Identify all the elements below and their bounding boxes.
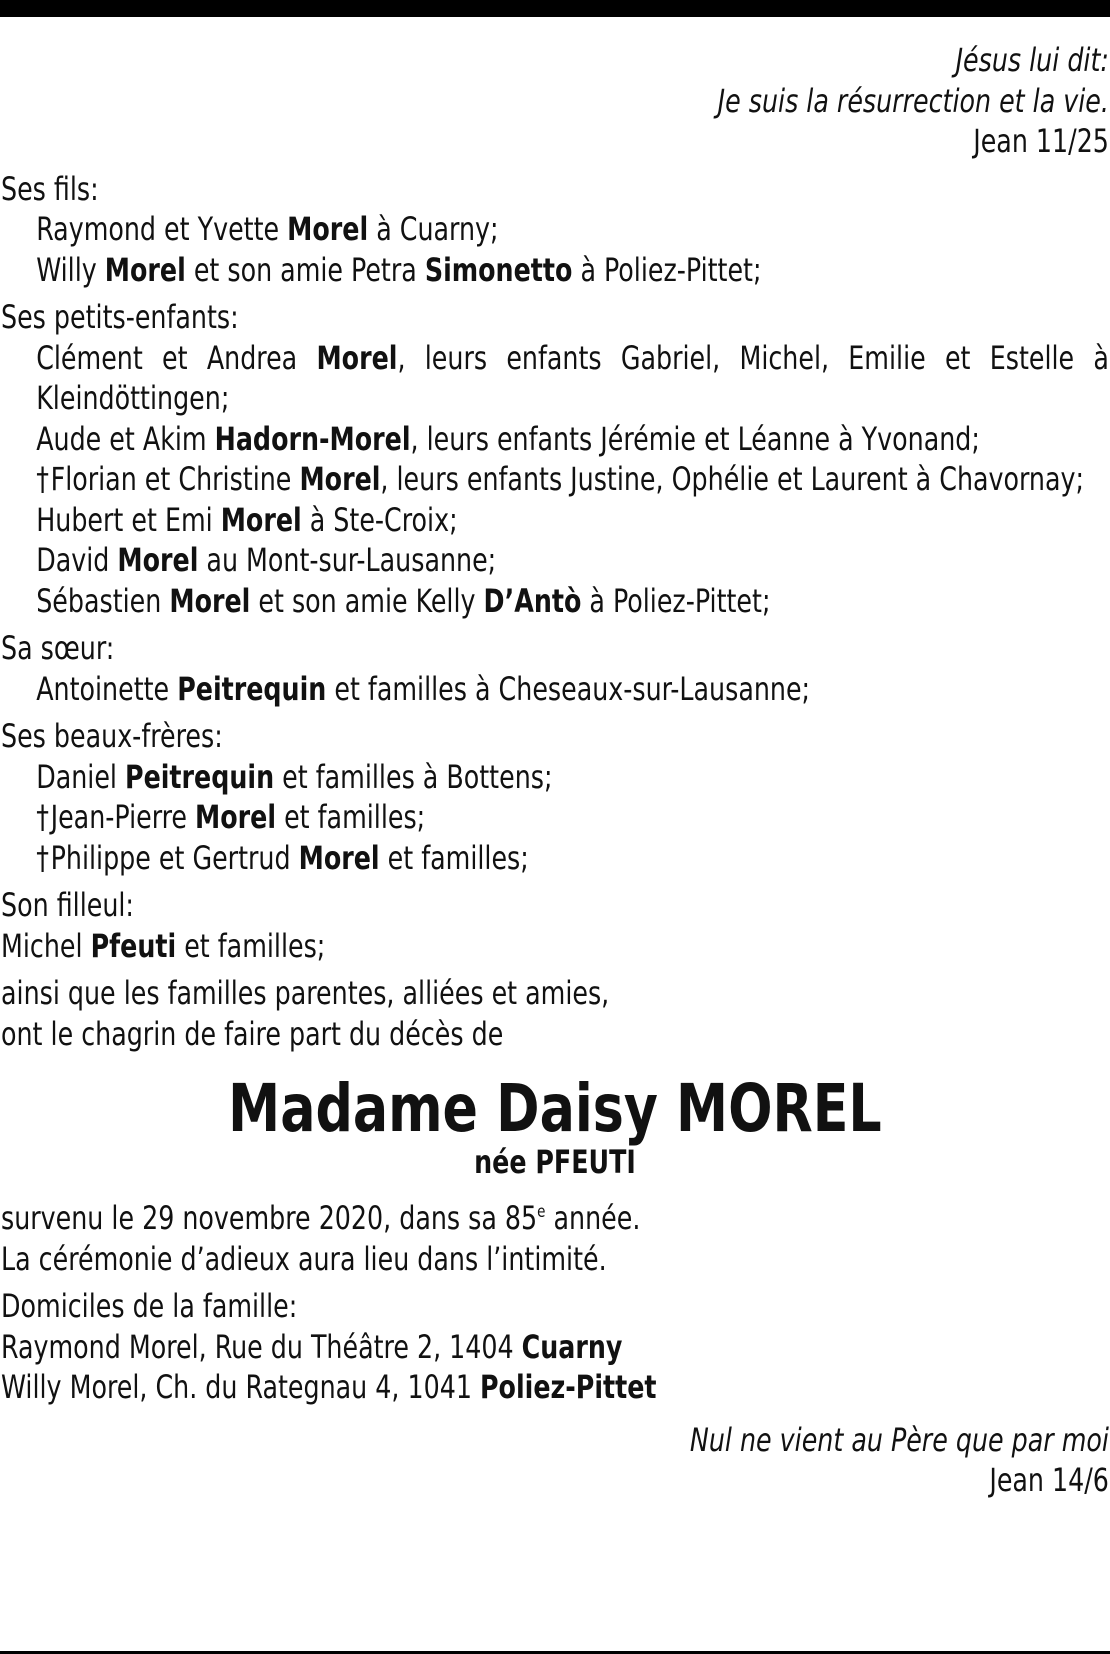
death-date-line: survenu le 29 novembre 2020, dans sa 85e année. <box>1 1199 641 1237</box>
top-rule <box>0 0 1110 17</box>
domicile-2: Willy Morel, Ch. du Rategnau 4, 1041 Poliez-Pittet <box>1 1368 657 1406</box>
deceased-name: Madame Daisy MOREL <box>228 1070 882 1147</box>
entry: †Jean-Pierre Morel et familles; <box>36 798 426 836</box>
deceased-dagger: † <box>36 798 49 836</box>
section-fils <box>1 169 1109 291</box>
obituary <box>1 40 1109 1501</box>
verse-bottom-line1: Nul ne vient au Père que par moi <box>689 1420 1109 1459</box>
section-petits-enfants <box>1 297 1109 621</box>
verse-top-ref: Jean 11/25 <box>973 122 1109 160</box>
ceremony-line: La cérémonie d’adieux aura lieu dans l’intimité. <box>1 1239 607 1278</box>
section-heading: Ses beaux-frères: <box>1 717 223 755</box>
entry: Willy Morel et son amie Petra Simonetto à Poliez-Pittet; <box>36 250 762 289</box>
section-heading: Sa sœur: <box>1 629 115 667</box>
entry: Aude et Akim Hadorn-Morel, leurs enfants Jérémie et Léanne à Yvonand; <box>36 419 980 458</box>
section-heading: Ses fils: <box>1 169 99 208</box>
section-beaux-freres <box>1 716 1109 878</box>
deceased-dagger: † <box>36 838 49 877</box>
closing-line1: ainsi que les familles parentes, alliées et amies, <box>1 974 610 1012</box>
entry: Michel Pfeuti et familles; <box>1 926 326 965</box>
entry: Daniel Peitrequin et familles à Bottens; <box>36 757 553 796</box>
verse-top <box>1 40 1109 162</box>
section-heading: Ses petits-enfants: <box>1 298 239 336</box>
entry: †Philippe et Gertrud Morel et familles; <box>36 838 529 877</box>
entry: †Florian et Christine Morel, leurs enfants Justine, Ophélie et Laurent à Chavornay; <box>36 460 1085 498</box>
verse-bottom <box>1 1420 1109 1501</box>
domiciles <box>1 1286 1109 1408</box>
entry: Antoinette Peitrequin et familles à Cheseaux-sur-Lausanne; <box>36 669 811 708</box>
entry: Raymond et Yvette Morel à Cuarny; <box>36 210 499 248</box>
section-filleul <box>1 885 1109 966</box>
deceased-maiden-name: née PFEUTI <box>474 1143 636 1181</box>
entry: David Morel au Mont-sur-Lausanne; <box>36 541 497 579</box>
death-notice <box>1 1198 1109 1279</box>
section-heading: Son filleul: <box>1 886 134 924</box>
verse-top-line1: Jésus lui dit: <box>955 41 1109 79</box>
section-heading: Domiciles de la famille: <box>1 1287 298 1325</box>
verse-bottom-ref: Jean 14/6 <box>989 1461 1109 1499</box>
closing-text <box>1 973 1109 1054</box>
domicile-1: Raymond Morel, Rue du Théâtre 2, 1404 Cuarny <box>1 1327 623 1366</box>
entry: Sébastien Morel et son amie Kelly D’Antò à Poliez-Pittet; <box>36 581 771 620</box>
entry: Hubert et Emi Morel à Ste-Croix; <box>36 500 458 539</box>
deceased-dagger: † <box>36 460 49 498</box>
section-soeur <box>1 628 1109 709</box>
entry: Clément et Andrea Morel, leurs enfants Gabriel, Michel, Emilie et Estelle à Kleindöttingen; <box>36 338 1109 417</box>
closing-line2: ont le chagrin de faire part du décès de <box>1 1014 504 1053</box>
verse-top-line2: Je suis la résurrection et la vie. <box>717 81 1109 120</box>
